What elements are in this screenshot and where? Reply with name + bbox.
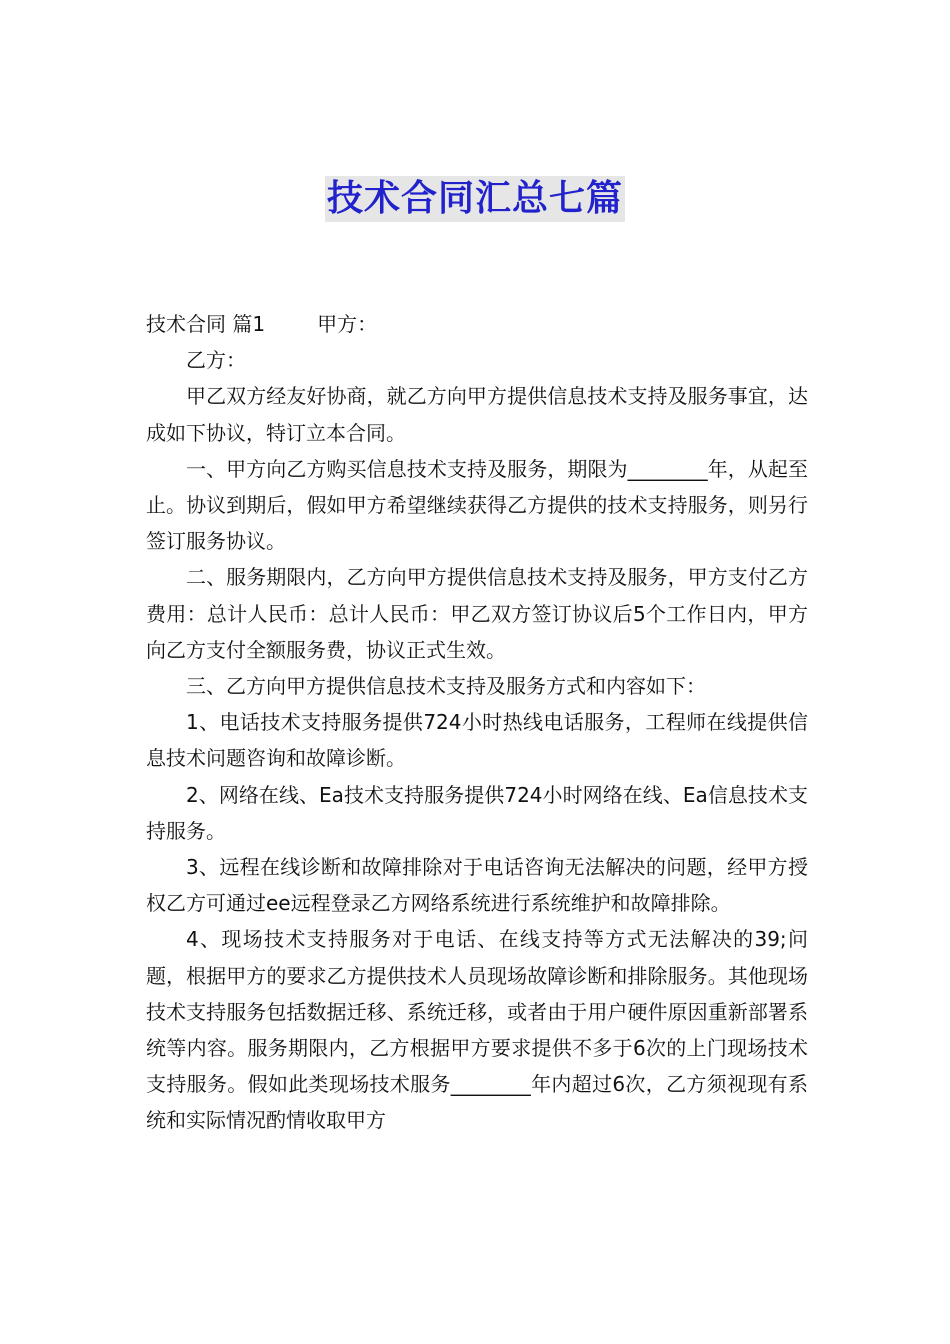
paragraph-item-2: 2、网络在线、Ea技术支持服务提供724小时网络在线、Ea信息技术支持服务。: [146, 782, 808, 843]
paragraph-clause-1: 一、甲方向乙方购买信息技术支持及服务，期限为________年，从起至止。协议到期后，假如甲方希望继续获得乙方提供的技术支持服务，则另行签订服务协议。: [146, 456, 808, 554]
party-a-label: 甲方：: [317, 312, 378, 336]
paragraph-item-4: 4、现场技术支持服务对于电话、在线支持等方式无法解决的39;问题，根据甲方的要求乙方提供技术人员现场故障诊断和排除服务。其他现场技术支持服务包括数据迁移、系统迁移，或者由于用户硬件原因重新部署系统等内容。服务期限内，乙方根据甲方要求提供不多于6次的上门现场技术支持服务。假如此类现场技术服务________年内超过6次，乙方须视现有系统和实际情况酌情收取甲方: [146, 927, 808, 1133]
paragraph-clause-3: 三、乙方向甲方提供信息技术支持及服务方式和内容如下：: [186, 674, 706, 699]
section-heading: 技术合同 篇1: [146, 312, 266, 336]
party-b-label: 乙方：: [186, 348, 246, 373]
paragraph-item-3: 3、远程在线诊断和故障排除对于电话咨询无法解决的问题，经甲方授权乙方可通过ee远程登录乙方网络系统进行系统维护和故障排除。: [146, 855, 808, 916]
paragraph-clause-2: 二、服务期限内，乙方向甲方提供信息技术支持及服务，甲方支付乙方费用：总计人民币：总计人民币：甲乙双方签订协议后5个工作日内，甲方向乙方支付全额服务费，协议正式生效。: [146, 565, 808, 662]
paragraph-intro: 甲乙双方经友好协商，就乙方向甲方提供信息技术支持及服务事宜，达成如下协议，特订立本合同。: [146, 384, 808, 445]
paragraph-item-1: 1、电话技术支持服务提供724小时热线电话服务，工程师在线提供信息技术问题咨询和故障诊断。: [146, 710, 808, 771]
document-title-text: 技术合同汇总七篇: [325, 176, 625, 222]
heading-line: [146, 306, 808, 342]
document-body: [146, 306, 808, 1139]
document-title: [0, 176, 950, 222]
